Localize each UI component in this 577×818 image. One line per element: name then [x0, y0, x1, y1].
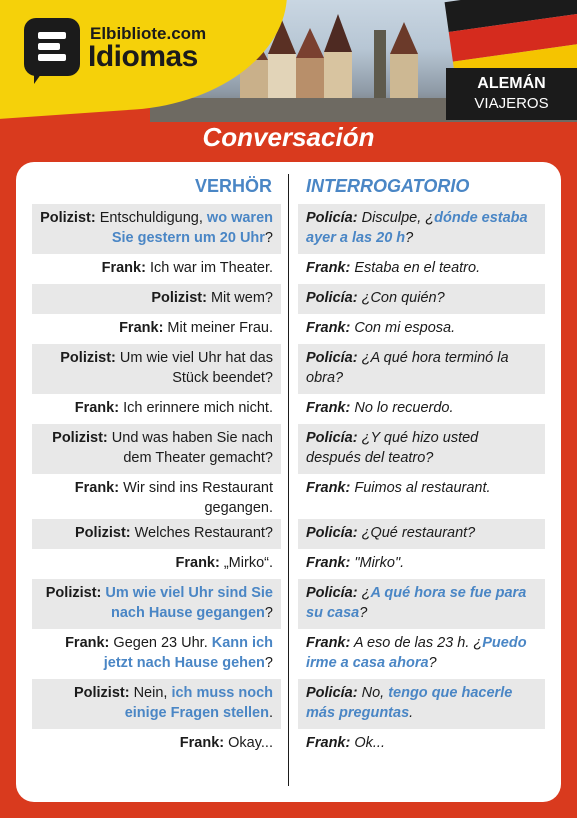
line-text: No lo recuerdo. [350, 400, 454, 416]
table-row [32, 204, 545, 254]
brand-site: Elbibliote.com [90, 24, 207, 43]
speaker-label: Policía: [306, 525, 358, 541]
speaker-label: Frank: [74, 480, 120, 496]
category-badge [446, 68, 577, 120]
german-line [32, 549, 281, 579]
line-text: Wir sind ins Restaurant gegangen. [119, 480, 273, 516]
speaker-label: Frank: [306, 635, 351, 651]
speaker-label: Polizist: [75, 525, 131, 541]
line-text: ¿Con quién? [357, 290, 445, 306]
spanish-line [298, 729, 545, 759]
line-text: Um wie viel Uhr hat das Stück beendet? [115, 350, 273, 386]
line-text: Con mi esposa. [350, 320, 456, 336]
line-text: ? [405, 230, 414, 246]
german-line [32, 519, 281, 549]
line-text: Und was haben Sie nach dem Theater gemacht? [107, 430, 273, 466]
german-line [32, 284, 281, 314]
line-text: No, [357, 685, 389, 701]
line-text: Disculpe, ¿ [357, 210, 435, 226]
speaker-label: Policía: [306, 685, 358, 701]
german-line [32, 314, 281, 344]
speaker-label: Frank: [306, 320, 351, 336]
table-row [32, 474, 545, 519]
spanish-line [298, 254, 545, 284]
table-row [32, 314, 545, 344]
german-line [32, 629, 281, 679]
speaker-label: Frank: [306, 735, 351, 751]
spanish-line [298, 284, 545, 314]
line-text: Mit wem? [206, 290, 273, 306]
speaker-label: Polizist: [60, 350, 116, 366]
german-line [32, 579, 281, 629]
german-line [32, 474, 281, 519]
speaker-label: Frank: [179, 735, 225, 751]
speaker-label: Polizist: [151, 290, 207, 306]
spanish-line [298, 204, 545, 254]
table-row [32, 729, 545, 759]
line-text: Fuimos al restaurant. [350, 480, 491, 496]
line-text: Nein, [129, 685, 172, 701]
spanish-line [298, 474, 545, 519]
spanish-line [298, 549, 545, 579]
table-row [32, 519, 545, 549]
line-text: A eso de las 23 h. ¿ [350, 635, 483, 651]
fountain-statue [366, 30, 386, 100]
table-row [32, 344, 545, 394]
badge-category: VIAJEROS [474, 95, 549, 112]
conversation-card [16, 162, 561, 802]
column-header-german: VERHÖR [194, 176, 272, 196]
line-text: ? [359, 605, 368, 621]
speaker-label: Frank: [101, 260, 146, 276]
highlighted-phrase: tengo que hacerle más preguntas [306, 685, 513, 721]
speaker-label: Frank: [175, 555, 220, 571]
line-text: . [409, 705, 414, 721]
speaker-label: Polizist: [40, 210, 96, 226]
line-text: "Mirko". [350, 555, 405, 571]
line-text: „Mirko“. [219, 555, 273, 571]
table-row [32, 579, 545, 629]
speaker-label: Policía: [306, 290, 358, 306]
line-text: ? [428, 655, 437, 671]
header [0, 0, 577, 122]
german-line [32, 679, 281, 729]
spanish-line [298, 394, 545, 424]
table-row [32, 254, 545, 284]
line-text: ? [264, 655, 273, 671]
highlighted-phrase: Um wie viel Uhr sind Sie nach Hause gegangen [105, 585, 273, 621]
line-text: Ich erinnere mich nicht. [119, 400, 273, 416]
table-row [32, 394, 545, 424]
speaker-label: Polizist: [45, 585, 102, 601]
german-line [32, 254, 281, 284]
column-header-spanish: INTERROGATORIO [306, 176, 470, 196]
speaker-label: Frank: [306, 260, 351, 276]
building [296, 28, 324, 100]
highlighted-phrase: wo waren Sie gestern um 20 Uhr [111, 210, 273, 246]
spanish-line [298, 314, 545, 344]
line-text: Ok... [350, 735, 385, 751]
line-text: ¿ [357, 585, 371, 601]
logo-icon [24, 18, 80, 76]
speaker-label: Policía: [306, 585, 358, 601]
line-text: . [268, 705, 273, 721]
building [324, 14, 352, 100]
line-text: Mit meiner Frau. [163, 320, 273, 336]
highlighted-phrase: Kann ich jetzt nach Hause gehen [103, 635, 273, 671]
line-text: Ich war im Theater. [145, 260, 273, 276]
line-text: ¿Y qué hizo usted después del teatro? [306, 430, 479, 466]
line-text: ? [264, 605, 273, 621]
table-row [32, 679, 545, 729]
speaker-label: Frank: [306, 400, 351, 416]
speaker-label: Policía: [306, 350, 358, 366]
speaker-label: Policía: [306, 430, 358, 446]
table-row [32, 424, 545, 474]
speaker-label: Polizist: [73, 685, 130, 701]
german-line [32, 344, 281, 394]
spanish-line [298, 424, 545, 474]
german-line [32, 424, 281, 474]
line-text: ¿Qué restaurant? [357, 525, 476, 541]
spanish-line [298, 679, 545, 729]
line-text: Entschuldigung, [95, 210, 207, 226]
line-text: Welches Restaurant? [130, 525, 273, 541]
spanish-line [298, 519, 545, 549]
speaker-label: Frank: [119, 320, 164, 336]
highlighted-phrase: ich muss noch einige Fragen stellen [124, 685, 273, 721]
line-text: Okay... [224, 735, 273, 751]
building [390, 22, 418, 100]
german-line [32, 729, 281, 759]
line-text: Gegen 23 Uhr. [109, 635, 212, 651]
highlighted-phrase: Puedo irme a casa ahora [306, 635, 527, 671]
highlighted-phrase: dónde estaba ayer a las 20 h [306, 210, 528, 246]
speaker-label: Frank: [306, 555, 351, 571]
spanish-line [298, 344, 545, 394]
speaker-label: Frank: [306, 480, 351, 496]
line-text: ? [264, 230, 273, 246]
table-row [32, 284, 545, 314]
speaker-label: Frank: [74, 400, 120, 416]
brand-name: Idiomas [88, 40, 198, 73]
german-line [32, 394, 281, 424]
line-text: ¿A qué hora terminó la obra? [306, 350, 509, 386]
german-line [32, 204, 281, 254]
spanish-line [298, 579, 545, 629]
spanish-line [298, 629, 545, 679]
badge-language: ALEMÁN [477, 75, 546, 92]
highlighted-phrase: A qué hora se fue para su casa [306, 585, 527, 621]
speaker-label: Policía: [306, 210, 358, 226]
speaker-label: Frank: [65, 635, 110, 651]
page-title: Conversación [202, 122, 375, 152]
speaker-label: Polizist: [52, 430, 108, 446]
table-row [32, 629, 545, 679]
line-text: Estaba en el teatro. [350, 260, 481, 276]
table-row [32, 549, 545, 579]
